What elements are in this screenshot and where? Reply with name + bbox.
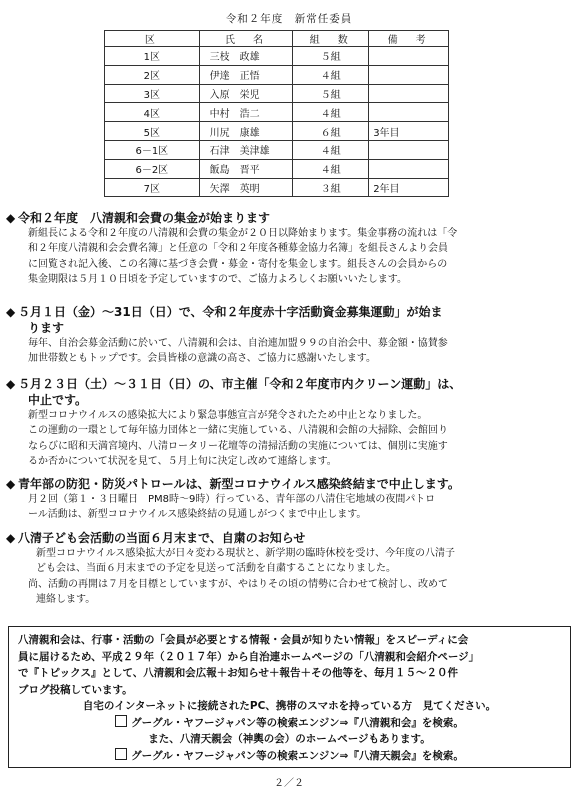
name-cell: 矢澤 英明 bbox=[199, 178, 293, 197]
table-row bbox=[105, 178, 449, 197]
table-row bbox=[105, 84, 449, 103]
name-cell: 中村 浩二 bbox=[199, 103, 293, 122]
district-cell: 2区 bbox=[105, 65, 200, 84]
notice-line: で『トピックス』として、八清親和会広報＋お知らせ＋報告＋その他等を、毎月１５～２０件 bbox=[18, 667, 458, 679]
table-row bbox=[105, 103, 449, 122]
group-count-cell: ４組 bbox=[293, 140, 369, 159]
notice-line: 員に届けるため、平成２９年（２０１７年）から自治連ホームページの「八清親和会紹介ページ」 bbox=[18, 650, 480, 663]
table-row bbox=[105, 65, 449, 84]
name-cell: 三枝 政雄 bbox=[199, 47, 293, 66]
name-cell: 入原 栄児 bbox=[199, 84, 293, 103]
group-count-cell: ４組 bbox=[293, 65, 369, 84]
district-cell: 1区 bbox=[105, 47, 200, 66]
column-header-name: 氏 名 bbox=[199, 31, 293, 47]
column-header-district: 区 bbox=[105, 31, 200, 47]
notice-line: また、八清天親会（神輿の会）のホームページもあります。 bbox=[148, 733, 431, 745]
group-count-cell: ４組 bbox=[293, 103, 369, 122]
checkbox-square-icon bbox=[115, 715, 127, 727]
section-heading: ◆ 青年部の防犯・防災パトロールは、新型コロナウイルス感染終結まで中止します。 bbox=[6, 477, 460, 491]
group-count-cell: ５組 bbox=[293, 84, 369, 103]
diamond-bullet-icon: ◆ bbox=[6, 531, 16, 545]
group-count-cell: ６組 bbox=[293, 122, 369, 141]
district-cell: 5区 bbox=[105, 122, 200, 141]
table-row bbox=[105, 159, 449, 178]
group-count-cell: ５組 bbox=[293, 47, 369, 66]
section-body: 新型コロナウイルス感染拡大が日々変わる現状と、新学期の臨時休校を受け、今年度の八清子 ども会は、当面６月末までの予定を見送って活動を自粛することになりました。 尚、活動の再開は７月を目標としていますが、やはりその頃の情勢に合わせて検討し、改めて 連絡します。 bbox=[28, 548, 455, 605]
district-cell: 6－1区 bbox=[105, 140, 200, 159]
table-header-row bbox=[105, 31, 449, 47]
column-header-group-count: 組 数 bbox=[293, 31, 369, 47]
district-cell: 6－2区 bbox=[105, 159, 200, 178]
name-cell: 伊達 正悟 bbox=[199, 65, 293, 84]
remarks-cell bbox=[369, 84, 449, 103]
section-heading: ◆ ５月１日（金）～31日（日）で、令和２年度赤十字活動資金募集運動」が始ま bbox=[6, 305, 443, 319]
district-cell: 3区 bbox=[105, 84, 200, 103]
group-count-cell: ４組 bbox=[293, 159, 369, 178]
remarks-cell bbox=[369, 103, 449, 122]
section-red-cross: ◆ ５月１日（金）～31日（日）で、令和２年度赤十字活動資金募集運動」が始ま ります 毎年、自治会募金活動に於いて、八清親和会は、自治連加盟９９の自治会中、募金額・協賛参 加世帯数ともトップです。会員皆様の意識の高さ、ご協力に感謝いたします。 bbox=[6, 304, 572, 367]
section-clean-campaign: ◆ ５月２３日（土）～３１日（日）の、市主催「令和２年度市内クリーン運動」は、 中止です。 新型コロナウイルスの感染拡大により緊急事態宣言が発令されたため中止となりました。 この運動の一環として毎年協力団体と一緒に実施している、八清親和会館の大掃除、会館回り ならびに昭和天満宮境内、八清ロータリー花壇等の清掃活動の実施については、個別に実施す るか否かについて状況を見て、５月上旬に決定し改めて連絡します。 bbox=[6, 376, 572, 469]
name-cell: 飯島 晋平 bbox=[199, 159, 293, 178]
column-header-remarks: 備 考 bbox=[369, 31, 449, 47]
district-cell: 7区 bbox=[105, 178, 200, 197]
website-notice-box bbox=[8, 626, 571, 768]
committee-table-title: 令和２年度 新常任委員 bbox=[225, 13, 353, 25]
section-membership-fee bbox=[6, 210, 572, 287]
group-count-cell: ３組 bbox=[293, 178, 369, 197]
notice-search-line: グーグル・ヤフージャパン等の検索エンジン⇒『八清天親会』を検索。 bbox=[18, 748, 561, 765]
section-body: 新型コロナウイルスの感染拡大により緊急事態宣言が発令されたため中止となりました。 この運動の一環として毎年協力団体と一緒に実施している、八清親和会館の大掃除、会館回り ならびに昭和天満宮境内、八清ロータリー花壇等の清掃活動の実施については、個別に実施す るか否かについて状況を見て、５月上旬に決定し改めて連絡します。 bbox=[28, 410, 448, 467]
section-heading: ◆ 八清子ども会活動の当面６月末まで、自粛のお知らせ bbox=[6, 531, 306, 545]
section-heading: ◆ 令和２年度 八清親和会費の集金が始まります bbox=[6, 211, 271, 225]
section-youth-patrol bbox=[6, 476, 572, 523]
diamond-bullet-icon: ◆ bbox=[6, 377, 16, 391]
table-row bbox=[105, 122, 449, 141]
page-number: ２／２ bbox=[274, 778, 304, 789]
remarks-cell bbox=[369, 47, 449, 66]
section-kids-club bbox=[6, 530, 572, 607]
checkbox-square-icon bbox=[115, 748, 127, 760]
name-cell: 川尻 康雄 bbox=[199, 122, 293, 141]
section-body: 月２回（第１・３日曜日 PM8時～9時）行っている、青年部の八清住宅地域の夜間パトロ ール活動は、新型コロナウイルス感染終結の見通しがつくまで中止します。 bbox=[28, 494, 436, 521]
section-body: 毎年、自治会募金活動に於いて、八清親和会は、自治連加盟９９の自治会中、募金額・協賛参 加世帯数ともトップです。会員皆様の意識の高さ、ご協力に感謝いたします。 bbox=[28, 338, 448, 365]
diamond-bullet-icon: ◆ bbox=[6, 477, 16, 491]
committee-table bbox=[104, 30, 449, 197]
remarks-cell: 2年目 bbox=[369, 178, 449, 197]
notice-search-line: グーグル・ヤフージャパン等の検索エンジン⇒『八清親和会』を検索。 bbox=[18, 715, 561, 732]
notice-line: ブログ投稿しています。 bbox=[18, 683, 133, 696]
remarks-cell bbox=[369, 159, 449, 178]
name-cell: 石津 美津雄 bbox=[199, 140, 293, 159]
remarks-cell bbox=[369, 140, 449, 159]
section-heading: ◆ ５月２３日（土）～３１日（日）の、市主催「令和２年度市内クリーン運動」は、 bbox=[6, 377, 462, 391]
notice-line: 自宅のインターネットに接続されたPC、携帯のスマホを持っている方 見てください。 bbox=[82, 700, 497, 712]
remarks-cell: 3年目 bbox=[369, 122, 449, 141]
table-row bbox=[105, 140, 449, 159]
notice-line: 八清親和会は、行事・活動の「会員が必要とする情報・会員が知りたい情報」をスピーディに会 bbox=[18, 634, 469, 646]
remarks-cell bbox=[369, 65, 449, 84]
diamond-bullet-icon: ◆ bbox=[6, 305, 16, 319]
diamond-bullet-icon: ◆ bbox=[6, 211, 16, 225]
district-cell: 4区 bbox=[105, 103, 200, 122]
table-row bbox=[105, 47, 449, 66]
section-body: 新組長による令和２年度の八清親和会費の集金が２０日以降始まります。集金事務の流れは「令 和２年度八清親和会会費名簿」と任意の「令和２年度各種募金協力名簿」を組長さんより会員 に回覧され記入後、この名簿に基づき会費・募金・寄付を集金します。組長さんの会員からの 集金期限は５月１０日頃を予定していますので、ご協力よろしくお願いいたします。 bbox=[28, 228, 458, 285]
